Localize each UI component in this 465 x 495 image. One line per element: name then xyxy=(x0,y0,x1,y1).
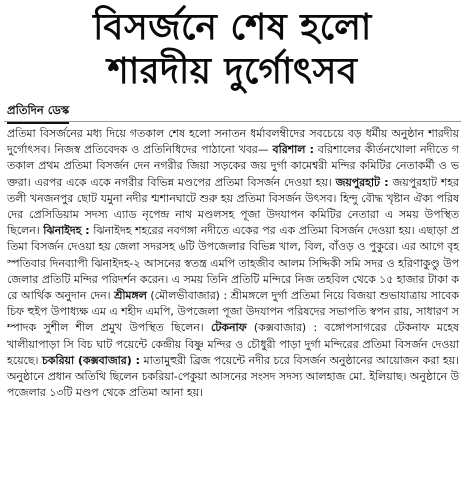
dateline-barishal: বরিশাল : xyxy=(272,143,314,157)
dateline-chakaria: চকরিয়া (কক্সবাজার) : xyxy=(41,353,140,367)
report-chakaria: মাতামুহুরী ব্রিজ পয়েন্টে নদীর চরে বিসর্জন অনুষ্ঠানের আয়োজন করা হয়। অনুষ্ঠানে প্রধান অতিথি ছিলেন চকরিয়া-পেকুয়া আসনের সংসদ সদস্য আলহাজ মো. ইলিয়াছ। অনুষ্ঠানে উপজেলার ১৩টি মণ্ডপ থেকে প্রতিমা আনা হয়। xyxy=(7,353,459,400)
dateline-jhenaidah: ঝিনাইদহ : xyxy=(43,224,90,238)
report-jhenaidah: ঝিনাইদহ শহরের নবগঙ্গা নদীতে একের পর এক প্রতিমা বিসর্জন দেওয়া হয়। এছাড়া প্রতিমা বিসর্জন দেওয়া হয় জেলা সদরসহ ৬টি উপজেলার বিভিন্ন খাল, বিল, বাঁওড় ও পুকুরে। এর আগে বৃহস্পতিবার দিনব্যাপী ঝিনাইদহ-২ আসনের স্বতন্ত্র এমপি তাহজীব আলম সিদ্দিকী সমি সদর ও হরিণাকুণ্ডু উপজেলার প্রতিটি মন্দির পরিদর্শন করেন। এ সময় তিনি প্রতিটি মন্দিরে নিজ তহবিল থেকে ১৫ হাজার টাকা করে আর্থিক অনুদান দেন। xyxy=(7,224,459,303)
dateline-teknaf: টেকনাফ xyxy=(211,321,247,335)
dateline-joypurhat: জয়পুরহাট : xyxy=(335,175,389,189)
article-paragraph xyxy=(7,126,459,401)
byline-divider xyxy=(4,121,461,122)
headline-line-2: শারদীয় দুর্গোৎসব xyxy=(107,51,358,92)
report-teknaf: (কক্সবাজার) : বঙ্গোপসাগরের টেকনাফ মহেষখালীয়াপাড়া সি বিচ ঘাট পয়েন্টে কেন্দ্রীয় বিষ্ণু মন্দির ও চৌধুরী পাড়া দুর্গা মন্দিরের প্রতিমা বিসর্জন দেওয়া হয়েছে। xyxy=(7,321,459,367)
headline xyxy=(0,6,465,94)
report-joypurhat: জয়পুরহাট শহরতলী খনজনপুর ছোট যমুনা নদীর শ্মশানঘাটে শুরু হয় প্রতিমা বিসর্জন উৎসব। হিন্দু বৌদ্ধ খৃষ্টান ঐক্য পরিষদের প্রেসিডিয়াম সদস্য এ্যাড নৃপেন্দ্র নাথ মণ্ডলসহ পূজা উদযাপন কমিটির নেতারা এ সময় উপস্থিত ছিলেন। xyxy=(7,175,459,238)
report-barishal: বরিশালের কীর্তনখোলা নদীতে গতকাল প্রথম প্রতিমা বিসর্জন দেন নগরীর জিয়া সড়কের জয় দুর্গা কামেশ্বরী মন্দির কমিটির নেতাকর্মী ও ভক্তরা। এরপর একে একে নগরীর বিভিন্ন মণ্ডপের প্রতিমা বিসর্জন দেওয়া হয়। xyxy=(7,143,459,189)
byline: প্রতিদিন ডেস্ক xyxy=(7,102,69,124)
headline-line-1: বিসর্জনে শেষ হলো xyxy=(93,7,372,48)
article-body xyxy=(7,126,459,401)
report-sreemangal: (মৌলভীবাজার) : শ্রীমঙ্গলে দুর্গা প্রতিমা নিয়ে বিজয়া শুভাযাত্রায় সাবেক চিফ হুইপ উপাধ্যক্ষ এম এ শহীদ এমপি, উপজেলা পূজা উদযাপন পরিষদের সভাপতি স্বপন রায়, সাধারণ সম্পাদক সুশীল শীল প্রমুখ উপস্থিত ছিলেন। xyxy=(7,289,459,335)
dateline-sreemangal: শ্রীমঙ্গল xyxy=(114,289,147,303)
intro-text: প্রতিমা বিসর্জনের মধ্য দিয়ে গতকাল শেষ হলো সনাতন ধর্মাবলম্বীদের সবচেয়ে বড় ধর্মীয় অনুষ্ঠান শারদীয় দুর্গোৎসব। নিজস্ব প্রতিবেদক ও প্রতিনিধিদের পাঠানো খবর— xyxy=(7,127,459,157)
